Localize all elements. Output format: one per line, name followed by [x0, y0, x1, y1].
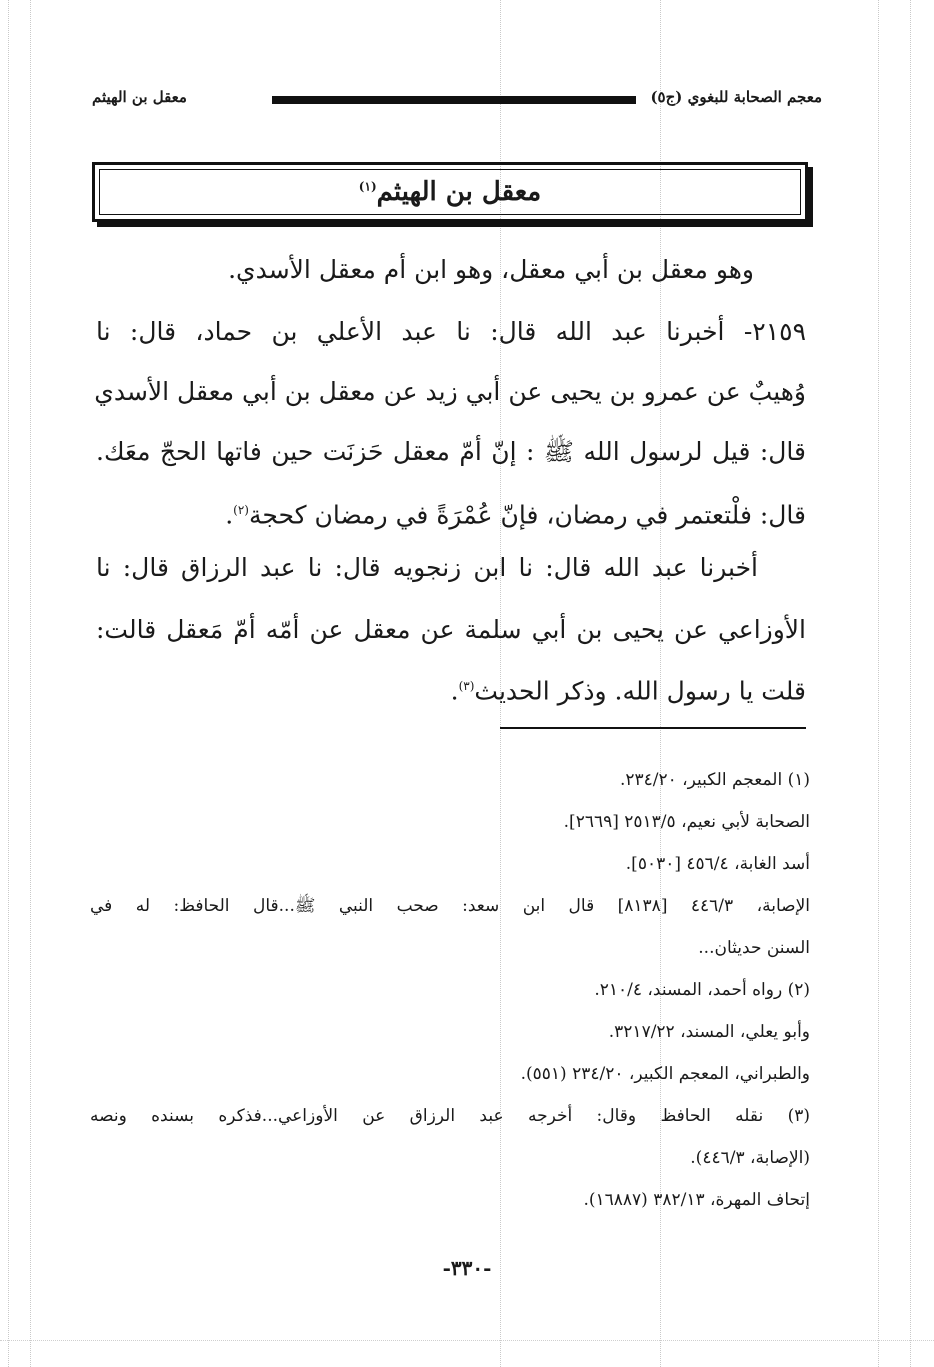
title-footnote-ref: (١) — [358, 179, 377, 194]
hadith-2-line-2: الأوزاعي عن يحيى بن أبي سلمة عن معقل عن أمّه أمّ مَعقل قالت: — [96, 615, 806, 644]
hadith-1-line-3: قال: قيل لرسول الله ﷺ : إنّ أمّ معقل حَزنَت حين فاتها الحجّ معَك. — [96, 437, 806, 466]
footnote-2-line-2: وأبو يعلي، المسند، ٣٢١٧/٢٢. — [608, 1022, 810, 1042]
footnote-2-line-3: والطبراني، المعجم الكبير، ٢٣٤/٢٠ (٥٥١). — [520, 1064, 810, 1084]
hadith-2-line-1: أخبرنا عبد الله قال: نا ابن زنجويه قال: نا عبد الرزاق قال: نا — [96, 553, 758, 582]
footnote-3-line-1: (٣) نقله الحافظ وقال: أخرجه عبد الرزاق عن الأوزاعي...فذكره بسنده ونصه — [90, 1106, 810, 1126]
footnote-1-line-1: (١) المعجم الكبير، ٢٣٤/٢٠. — [619, 770, 810, 790]
chapter-title-box — [92, 162, 808, 222]
header-book-title: معجم الصحابة للبغوي (ج٥) — [650, 88, 822, 106]
footnote-3-line-2: (الإصابة، ٤٤٦/٣). — [690, 1148, 810, 1168]
intro-line: وهو معقل بن أبي معقل، وهو ابن أم معقل الأسدي. — [228, 255, 754, 284]
chapter-title: معقل بن الهيثم$^{(١)}$ — [358, 177, 542, 207]
footnote-separator — [500, 727, 806, 729]
header-rule — [272, 96, 636, 104]
footnote-1-line-5: السنن حديثان... — [698, 938, 810, 958]
footnote-1-line-3: أسد الغابة، ٤٥٦/٤ [٥٠٣٠]. — [625, 854, 810, 874]
footnote-1-line-2: الصحابة لأبي نعيم، ٢٥١٣/٥ [٢٦٦٩]. — [563, 812, 810, 832]
hadith-1-line-1: ٢١٥٩- أخبرنا عبد الله قال: نا عبد الأعلي بن حماد، قال: نا — [96, 317, 806, 346]
footnote-2-line-1: (٢) رواه أحمد، المسند، ٢١٠/٤. — [594, 980, 810, 1000]
header-running-title: معقل بن الهيثم — [92, 88, 187, 106]
page-number: -٣٣٠- — [442, 1256, 492, 1280]
footnote-1-line-4: الإصابة، ٤٤٦/٣ [٨١٣٨] قال ابن سعد: صحب النبي ﷺ...قال الحافظ: له في — [90, 896, 810, 916]
page-header — [92, 88, 822, 118]
hadith-1-line-4: قال: فلْتعتمر في رمضان، فإنّ عُمْرَةً في رمضان كحجة$^{(٢)}$. — [225, 500, 806, 530]
hadith-1-line-2: وُهيبٌ عن عمرو بن يحيى عن أبي زيد عن معقل بن أبي معقل الأسدي — [94, 377, 806, 406]
footnote-3-line-3: إتحاف المهرة، ٣٨٢/١٣ (١٦٨٨٧). — [583, 1190, 810, 1210]
hadith-2-line-3: قلت يا رسول الله. وذكر الحديث$^{(٣)}$. — [450, 676, 806, 706]
